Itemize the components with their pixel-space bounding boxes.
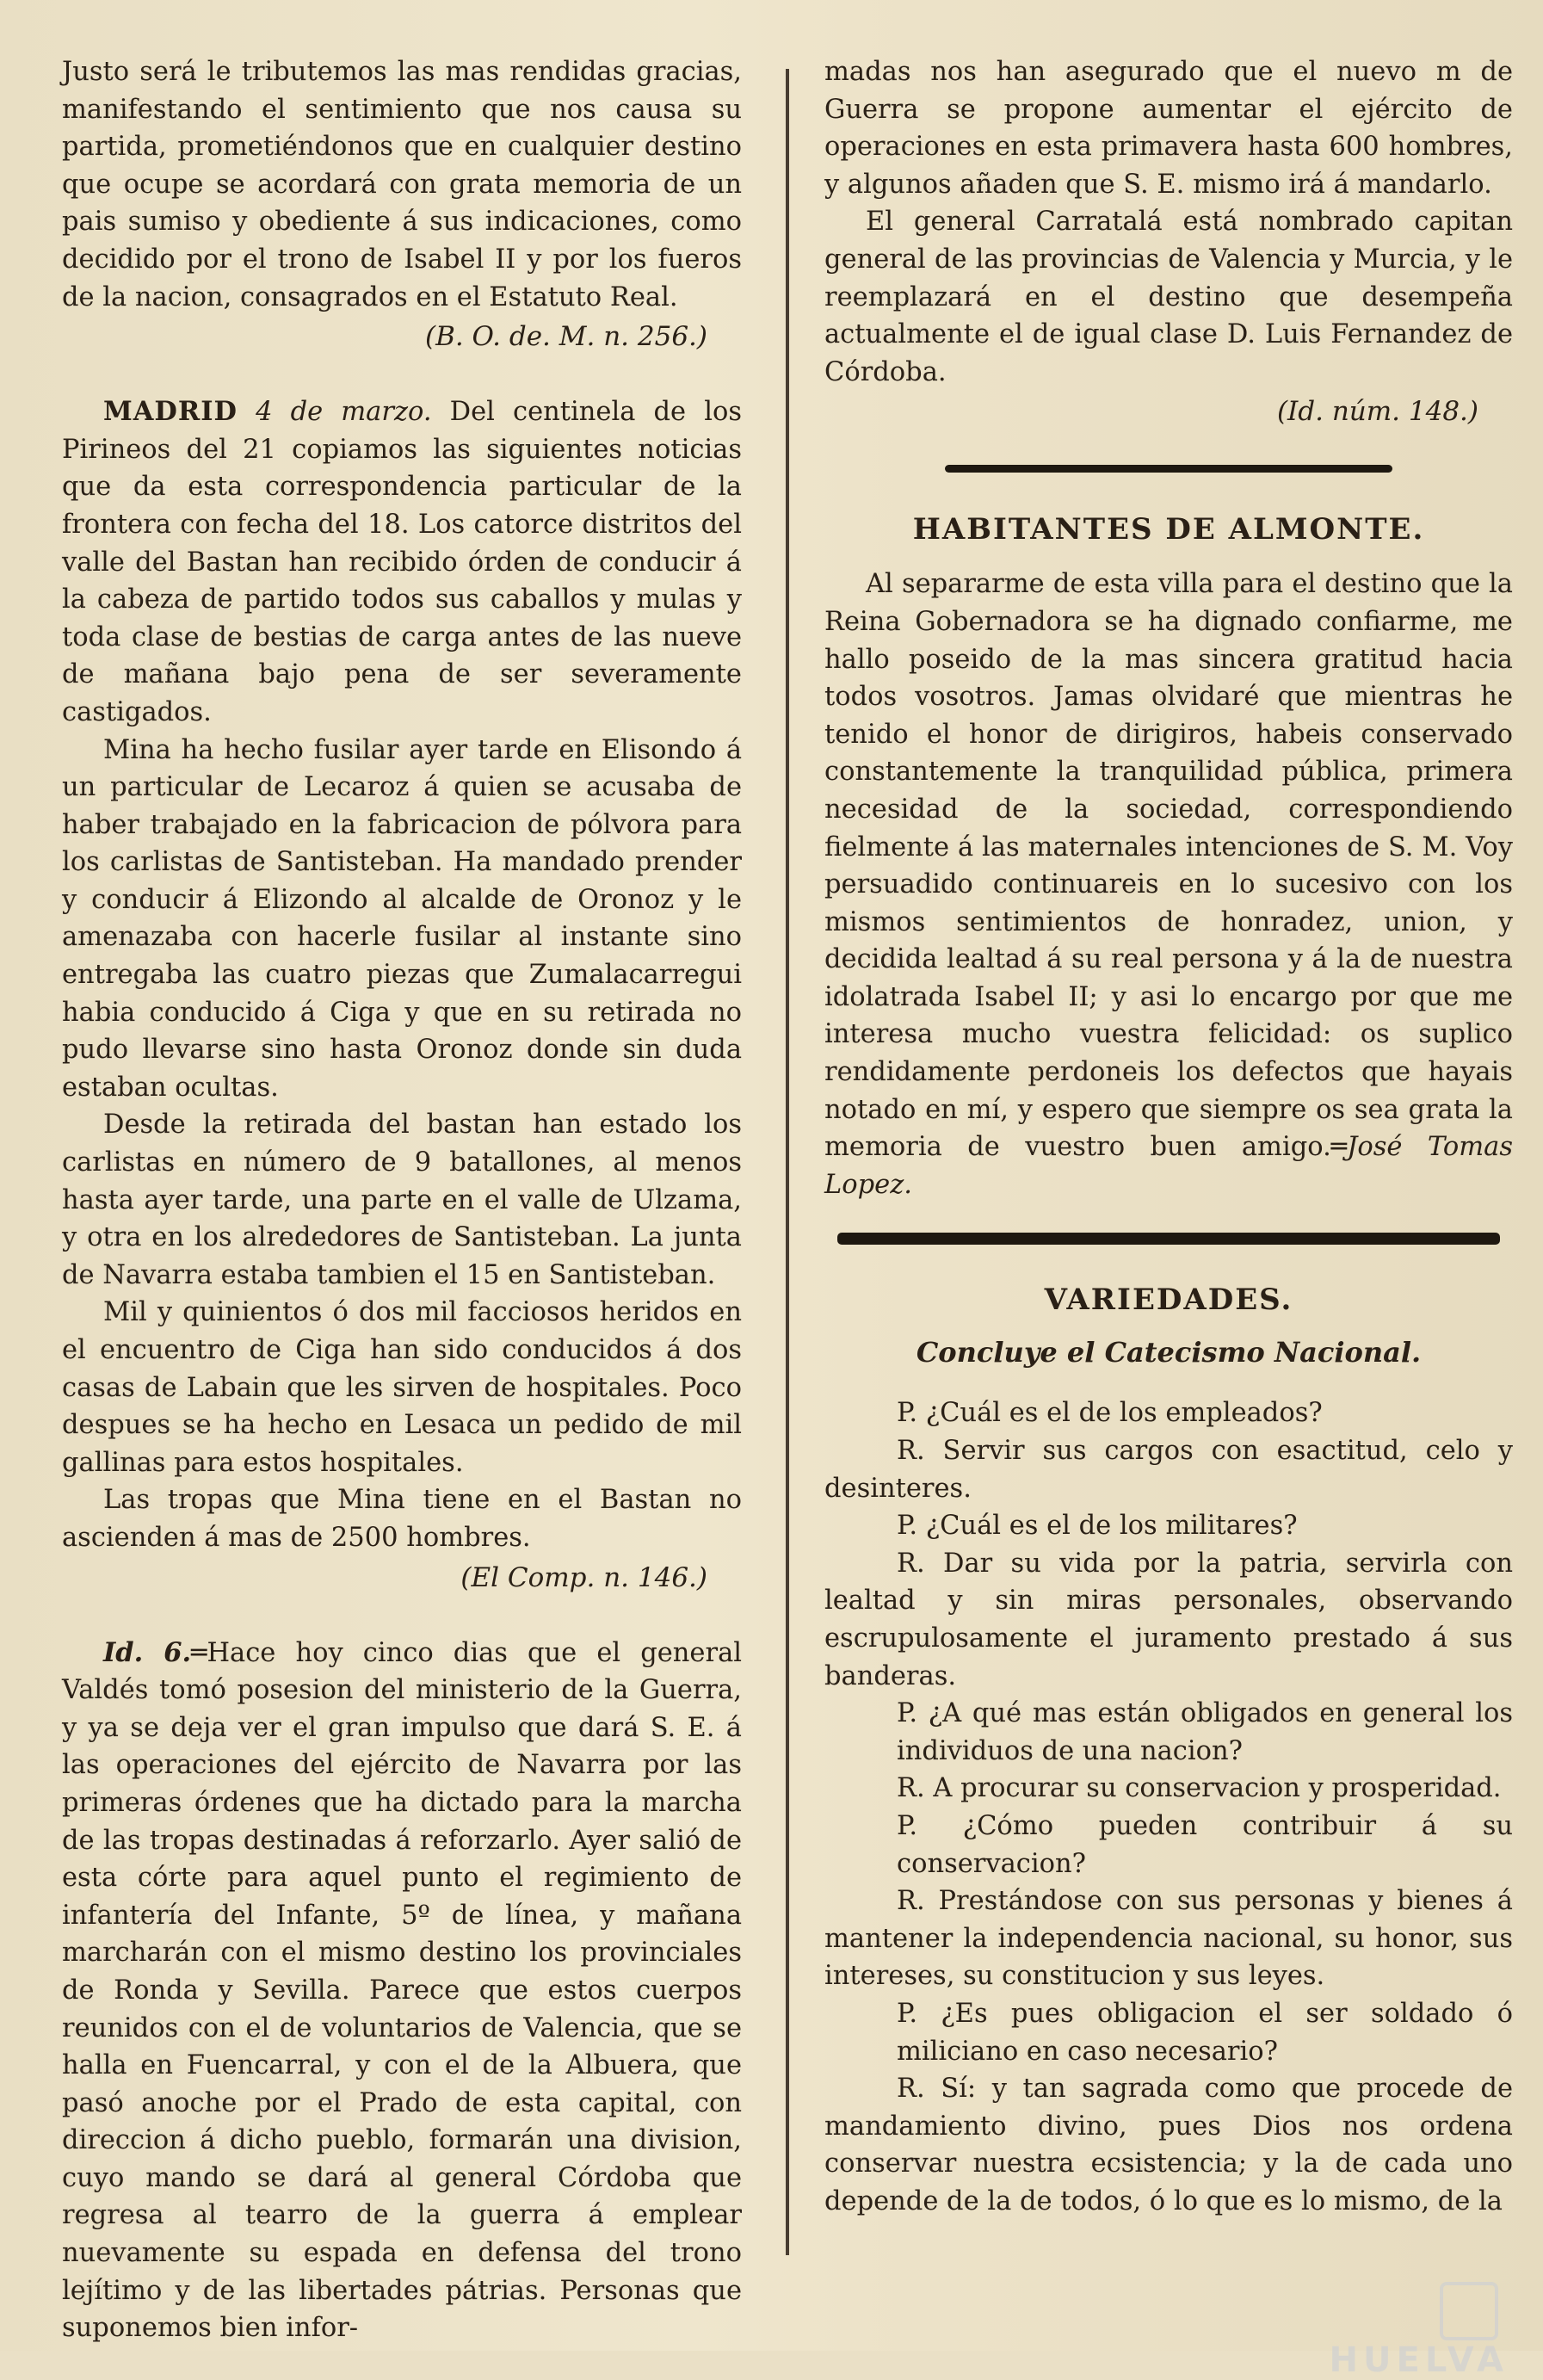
paragraph-left-4: Desde la retirada del bastan han estado los carlistas en número de 9 batallones, al menos hasta ayer tarde, una parte en el valle de Ulzama, y otra en los alrededores de Santisteban. La junta de Navarra estaba tambien el 15 en Santisteban. xyxy=(62,1110,742,1290)
subheading-catecismo: Concluye el Catecismo Nacional. xyxy=(916,1336,1422,1369)
dateline-place: MADRID xyxy=(103,396,238,428)
signature: ═José Tomas Lopez. xyxy=(824,1132,1514,1200)
letter-body: Al separarme de esta villa para el destino que la Reina Gobernadora se ha dignado confiarme, me hallo poseido de la mas sincera gratitud hacia todos vosotros. Jamas olvidaré que mientras he tenido el honor de dirigiros, habeis conservado constantemente la tranquilidad pública, primera necesidad de la sociedad, correspondiendo fielmente á las maternales intenciones de S. M. Voy persuadido continuareis en lo sucesivo con los mismos sentimientos de honradez, union, y decidida lealtad á su real persona y á la de nuestra idolatrada Isabel II; y asi lo encargo por que me interesa mucho vuestra felicidad: os suplico rendidamente perdoneis los defectos que hayais notado en mí, y espero que siempre os sea grata la memoria de vuestro buen amigo. xyxy=(824,569,1513,1163)
catechism-answer: R. Sí: y tan sagrada como que procede de mandamiento divino, pues Dios nos ordena conservar nuestra ecsistencia; y la de cada uno depende de la de todos, ó lo que es lo mismo, de la xyxy=(824,2074,1513,2216)
paragraph-left-7: ═Hace hoy cinco dias que el general Valdés tomó posesion del ministerio de la Guerra, y ya se deja ver el gran impulso que dará S. E. á las operaciones del ejército de Navarra por las primeras órdenes que ha dictado para la marcha de las tropas destinadas á reforzarlo. Ayer salió de esta córte para aquel punto el regimiento de infantería del Infante, 5º de línea, y mañana marcharán con el mismo destino los provinciales de Ronda y Sevilla. Parece que estos cuerpos reunidos con el de voluntarios de Valencia, que se halla en Fuencarral, y con el de la Albuera, que pasó anoche por el Prado de esta capital, con direccion á dicho pueblo, formarán una division, cuyo mando se dará al general Córdoba que regresa al tearro de la guerra á emplear nuevamente su espada en defensa del trono lejítimo y de las libertades pátrias. Personas que suponemos bien infor- xyxy=(62,1637,743,2344)
source-citation-2: (El Comp. n. 146.) xyxy=(460,1561,707,1593)
left-column xyxy=(62,53,742,2347)
catechism-answer: R. Servir sus cargos con esactitud, celo y desinteres. xyxy=(824,1436,1513,1504)
section-rule-1 xyxy=(945,465,1392,473)
column-divider xyxy=(786,69,789,2255)
paragraph-id6 xyxy=(62,1635,742,2347)
section-rule-2 xyxy=(837,1233,1500,1245)
paragraph-left-5: Mil y quinientos ó dos mil facciosos heridos en el encuentro de Ciga han sido conducidos á dos casas de Labain que les sirven de hospitales. Poco despues se ha hecho en Lesaca un pedido de mil gallinas para estos hospitales. xyxy=(62,1297,742,1478)
catechism-list xyxy=(824,1394,1513,2220)
watermark-text: HUELVA xyxy=(1329,2340,1509,2380)
catechism-question: P. ¿Es pues obligacion el ser soldado ó miliciano en caso necesario? xyxy=(897,1998,1513,2067)
catechism-answer: R. Dar su vida por la patria, servirla con lealtad y sin miras personales, observando escrupulosamente el juramento prestado á sus banderas. xyxy=(824,1548,1513,1691)
dateline-id6: Id. 6. xyxy=(103,1636,192,1668)
paragraph-right-1: madas nos han asegurado que el nuevo m de Guerra se propone aumentar el ejército de operaciones en esta primavera hasta 600 hombres, y algunos añaden que S. E. mismo irá á mandarlo. xyxy=(824,57,1513,200)
paragraph-left-2: Del centinela de los Pirineos del 21 copiamos las siguientes noticias que da esta correspondencia particular de la frontera con fecha del 18. Los catorce distritos del valle del Bastan han recibido órden de conducir á la cabeza de partido todos sus caballos y mulas y toda clase de bestias de carga antes de las nueve de mañana bajo pena de ser severamente castigados. xyxy=(62,397,742,727)
catechism-question: P. ¿Cómo pueden contribuir á su conservacion? xyxy=(897,1810,1513,1879)
dateline-date: 4 de marzo. xyxy=(256,397,432,428)
heading-habitantes: HABITANTES DE ALMONTE. xyxy=(912,512,1425,547)
catechism-question: P. ¿A qué mas están obligados en general los individuos de una nacion? xyxy=(897,1698,1513,1766)
catechism-answer: R. A procurar su conservacion y prosperidad. xyxy=(897,1773,1502,1804)
source-citation-1: (B. O. de. M. n. 256.) xyxy=(424,321,707,353)
watermark-logo-icon xyxy=(1440,2282,1498,2340)
heading-variedades: VARIEDADES. xyxy=(1044,1283,1293,1318)
watermark xyxy=(1276,2282,1509,2380)
paragraph-left-6: Las tropas que Mina tiene en el Bastan no ascienden á mas de 2500 hombres. xyxy=(62,1485,742,1553)
right-column xyxy=(824,53,1513,2221)
catechism-question: P. ¿Cuál es el de los militares? xyxy=(897,1511,1298,1542)
paragraph-madrid xyxy=(62,393,742,731)
paragraph-right-3 xyxy=(824,566,1513,1203)
catechism-question: P. ¿Cuál es el de los empleados? xyxy=(897,1398,1323,1429)
paragraph-left-1: Justo será le tributemos las mas rendidas gracias, manifestando el sentimiento que nos causa su partida, prometiéndonos que en cualquier destino que ocupe se acordará con grata memoria de un pais sumiso y obediente á sus indicaciones, como decidido por el trono de Isabel II y por los fueros de la nacion, consagrados en el Estatuto Real. xyxy=(62,57,742,312)
paragraph-left-3: Mina ha hecho fusilar ayer tarde en Elisondo á un particular de Lecaroz á quien se acusaba de haber trabajado en la fabricacion de pólvora para los carlistas de Santisteban. Ha mandado prender y conducir á Elizondo al alcalde de Oronoz y le amenazaba con hacerle fusilar al instante sino entregaba las cuatro piezas que Zumalacarregui habia conducido á Ciga y que en su retirada no pudo llevarse sino hasta Oronoz donde sin duda estaban ocultas. xyxy=(62,734,742,1103)
paragraph-right-2: El general Carratalá está nombrado capitan general de las provincias de Valencia y Murcia, y le reemplazará en el destino que desempeña actualmente el de igual clase D. Luis Fernandez de Córdoba. xyxy=(824,207,1513,387)
source-citation-3: (Id. núm. 148.) xyxy=(1276,396,1478,428)
catechism-answer: R. Prestándose con sus personas y bienes á mantener la independencia nacional, su honor, sus intereses, su constitucion y sus leyes. xyxy=(824,1886,1513,1992)
